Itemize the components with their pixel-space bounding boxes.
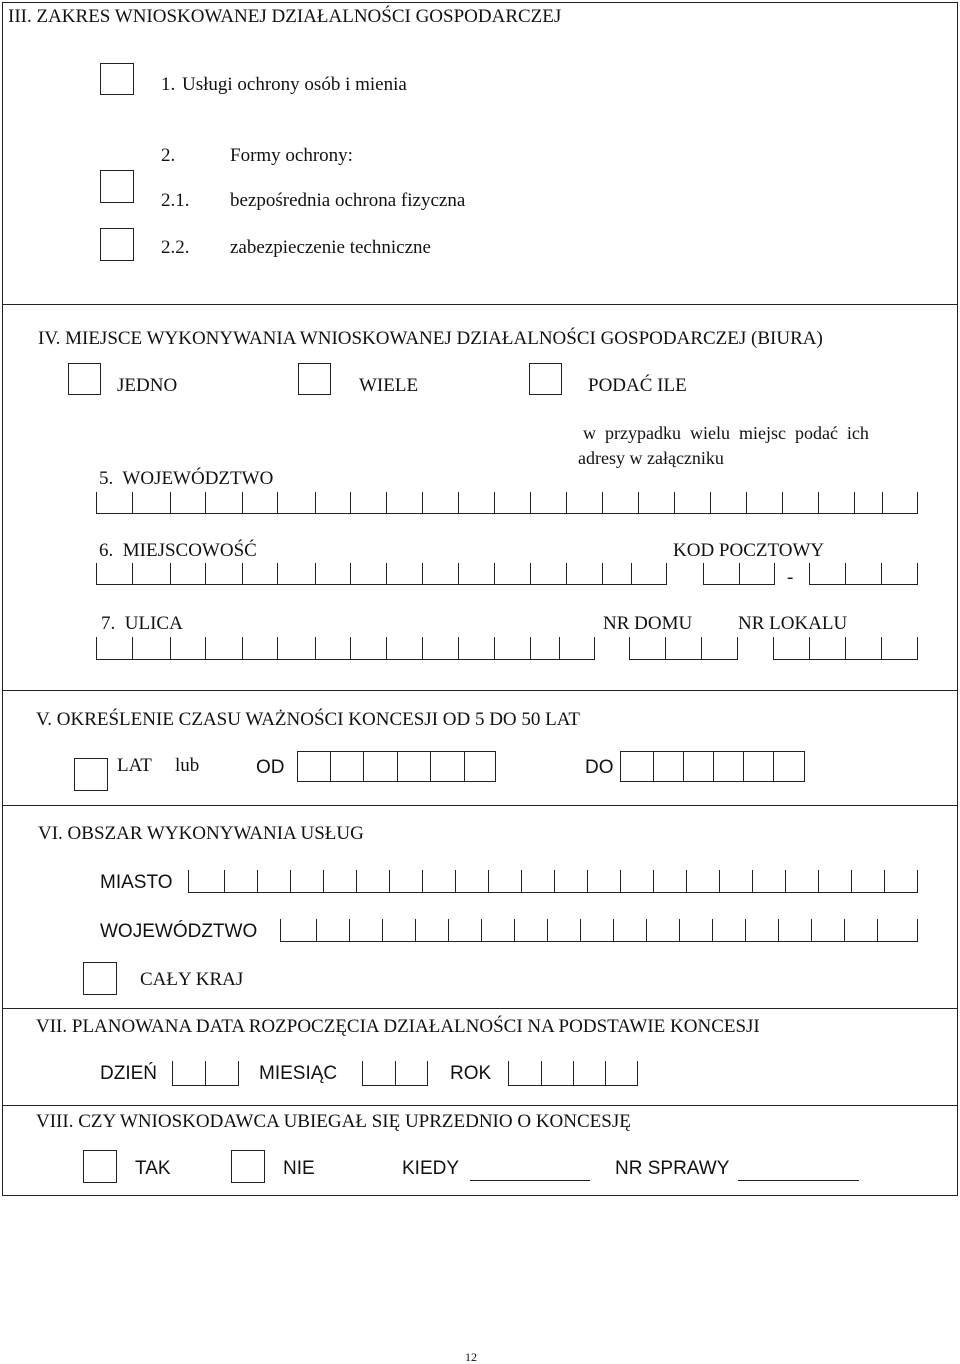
from-date-grid[interactable] [297, 751, 496, 782]
comb-tick [389, 870, 390, 892]
house-number-comb[interactable] [629, 637, 738, 660]
city-label: 6. MIEJSCOWOŚĆ [99, 540, 257, 561]
checkbox-many-offices[interactable] [298, 363, 331, 395]
to-date-grid[interactable] [620, 751, 805, 782]
item22-number: 2.2. [161, 237, 190, 258]
comb-tick [541, 1061, 542, 1085]
day-comb[interactable] [172, 1061, 239, 1086]
grid-divider [330, 752, 331, 781]
comb-tick [752, 870, 753, 892]
comb-tick [653, 870, 654, 892]
divider-section7 [2, 1008, 958, 1009]
day-label: DZIEŃ [100, 1063, 157, 1084]
years-label: LAT [117, 755, 152, 776]
comb-tick [205, 637, 206, 659]
comb-tick [844, 919, 845, 941]
grid-divider [713, 752, 714, 781]
comb-tick [481, 919, 482, 941]
comb-tick [811, 919, 812, 941]
no-label: NIE [283, 1158, 315, 1179]
comb-tick [422, 492, 423, 513]
comb-tick [587, 870, 588, 892]
section7-title: VII. PLANOWANA DATA ROZPOCZĘCIA DZIAŁALNOŚCI NA PODSTAWIE KONCESJI [36, 1016, 760, 1037]
to-label: DO [585, 757, 614, 778]
comb-tick [818, 870, 819, 892]
comb-tick [845, 637, 846, 659]
checkbox-one-office[interactable] [68, 363, 101, 395]
year-comb[interactable] [508, 1061, 638, 1086]
street-label: 7. ULICA [101, 613, 183, 634]
postal-code-comb-part2[interactable] [809, 563, 918, 585]
comb-tick [458, 563, 459, 584]
comb-tick [884, 870, 885, 892]
item21-label: bezpośrednia ochrona fizyczna [230, 190, 466, 211]
checkbox-yes[interactable] [83, 1150, 117, 1183]
comb-tick [602, 492, 603, 513]
page-number: 12 [465, 1350, 477, 1364]
comb-tick [205, 1061, 206, 1085]
comb-tick [782, 492, 783, 513]
city-comb[interactable] [96, 563, 667, 585]
comb-tick [323, 870, 324, 892]
comb-tick [455, 870, 456, 892]
comb-tick [458, 637, 459, 659]
comb-tick [605, 1061, 606, 1085]
comb-tick [224, 870, 225, 892]
comb-tick [547, 919, 548, 941]
comb-tick [242, 492, 243, 513]
comb-tick [316, 919, 317, 941]
comb-tick [488, 870, 489, 892]
grid-divider [430, 752, 431, 781]
comb-tick [530, 563, 531, 584]
comb-tick [882, 492, 883, 513]
comb-tick [877, 919, 878, 941]
grid-divider [773, 752, 774, 781]
comb-tick [205, 492, 206, 513]
from-label: OD [256, 757, 285, 778]
comb-tick [521, 870, 522, 892]
checkbox-whole-country[interactable] [83, 962, 117, 995]
divider-section5 [2, 690, 958, 691]
area-voivodeship-label: WOJEWÓDZTWO [100, 921, 258, 942]
flat-number-label: NR LOKALU [738, 613, 848, 634]
yes-label: TAK [135, 1158, 171, 1179]
comb-tick [620, 870, 621, 892]
comb-tick [665, 637, 666, 659]
comb-tick [415, 919, 416, 941]
postal-code-dash: - [787, 567, 794, 588]
comb-tick [458, 492, 459, 513]
comb-tick [356, 870, 357, 892]
comb-tick [712, 919, 713, 941]
comb-tick [854, 492, 855, 513]
when-label: KIEDY [402, 1158, 460, 1179]
item22-label: zabezpieczenie techniczne [230, 237, 431, 258]
comb-tick [580, 919, 581, 941]
case-number-label: NR SPRAWY [615, 1158, 730, 1179]
comb-tick [395, 1061, 396, 1085]
comb-tick [205, 563, 206, 584]
checkbox-no[interactable] [231, 1150, 265, 1183]
section8-title: VIII. CZY WNIOSKODAWCA UBIEGAŁ SIĘ UPRZEDNIO O KONCESJĘ [36, 1111, 631, 1132]
divider-section8 [2, 1105, 958, 1106]
option-many-label: WIELE [359, 375, 419, 396]
item1-label: Usługi ochrony osób i mienia [182, 74, 407, 95]
many-offices-note-2: adresy w załączniku [578, 448, 724, 468]
comb-tick [881, 563, 882, 584]
divider-section4 [2, 304, 958, 305]
comb-tick [785, 870, 786, 892]
comb-tick [494, 492, 495, 513]
comb-tick [881, 637, 882, 659]
comb-tick [494, 637, 495, 659]
comb-tick [422, 870, 423, 892]
grid-divider [743, 752, 744, 781]
comb-tick [494, 563, 495, 584]
comb-tick [745, 919, 746, 941]
item2-label: Formy ochrony: [230, 145, 353, 166]
comb-tick [277, 492, 278, 513]
comb-tick [845, 563, 846, 584]
grid-divider [683, 752, 684, 781]
comb-tick [386, 563, 387, 584]
comb-tick [132, 637, 133, 659]
divider-section6 [2, 805, 958, 806]
comb-tick [559, 637, 560, 659]
house-number-label: NR DOMU [603, 613, 693, 634]
comb-tick [739, 563, 740, 584]
item2-number: 2. [161, 145, 176, 166]
comb-tick [448, 919, 449, 941]
comb-tick [646, 919, 647, 941]
comb-tick [674, 492, 675, 513]
comb-tick [315, 637, 316, 659]
comb-tick [686, 870, 687, 892]
area-city-label: MIASTO [100, 872, 173, 893]
comb-tick [530, 492, 531, 513]
comb-tick [566, 492, 567, 513]
checkbox-office-count[interactable] [529, 363, 562, 395]
comb-tick [315, 492, 316, 513]
comb-tick [613, 919, 614, 941]
comb-tick [290, 870, 291, 892]
comb-tick [422, 637, 423, 659]
section6-title: VI. OBSZAR WYKONYWANIA USŁUG [38, 823, 364, 844]
item21-number: 2.1. [161, 190, 190, 211]
checkbox-technical-security[interactable] [100, 228, 134, 261]
comb-tick [710, 492, 711, 513]
comb-tick [277, 563, 278, 584]
comb-tick [554, 870, 555, 892]
checkbox-physical-protection[interactable] [100, 170, 134, 203]
street-comb[interactable] [96, 637, 595, 660]
comb-tick [132, 492, 133, 513]
case-number-input-line[interactable] [738, 1180, 859, 1181]
postal-code-label: KOD POCZTOWY [673, 540, 825, 561]
comb-tick [170, 492, 171, 513]
section3-title: III. ZAKRES WNIOSKOWANEJ DZIAŁALNOŚCI GOSPODARCZEJ [8, 6, 562, 27]
comb-tick [746, 492, 747, 513]
comb-tick [530, 637, 531, 659]
area-voivodeship-comb[interactable] [280, 919, 918, 942]
comb-tick [818, 492, 819, 513]
checkbox-personal-protection[interactable] [100, 63, 134, 95]
comb-tick [566, 563, 567, 584]
comb-tick [257, 870, 258, 892]
grid-divider [363, 752, 364, 781]
comb-tick [422, 563, 423, 584]
comb-tick [638, 492, 639, 513]
option-count-label: PODAĆ ILE [588, 375, 687, 396]
comb-tick [386, 492, 387, 513]
when-input-line[interactable] [470, 1180, 590, 1181]
section4-title: IV. MIEJSCE WYKONYWANIA WNIOSKOWANEJ DZIAŁALNOŚCI GOSPODARCZEJ (BIURA) [38, 328, 823, 349]
comb-tick [778, 919, 779, 941]
grid-divider [397, 752, 398, 781]
comb-tick [242, 563, 243, 584]
comb-tick [350, 637, 351, 659]
whole-country-label: CAŁY KRAJ [140, 969, 244, 990]
item1-number: 1. [161, 74, 176, 95]
grid-divider [653, 752, 654, 781]
voivodeship-label: 5. WOJEWÓDZTWO [99, 468, 274, 489]
or-label: lub [175, 755, 200, 776]
month-comb[interactable] [362, 1061, 428, 1086]
postal-code-comb-part1[interactable] [703, 563, 775, 585]
area-city-comb[interactable] [188, 870, 918, 893]
comb-tick [349, 919, 350, 941]
comb-tick [514, 919, 515, 941]
comb-tick [170, 563, 171, 584]
comb-tick [631, 563, 632, 584]
comb-tick [315, 563, 316, 584]
comb-tick [386, 637, 387, 659]
comb-tick [602, 563, 603, 584]
flat-number-comb[interactable] [773, 637, 918, 660]
voivodeship-comb[interactable] [96, 492, 918, 514]
comb-tick [679, 919, 680, 941]
comb-tick [170, 637, 171, 659]
comb-tick [350, 492, 351, 513]
comb-tick [573, 1061, 574, 1085]
comb-tick [382, 919, 383, 941]
comb-tick [701, 637, 702, 659]
checkbox-years[interactable] [74, 758, 108, 791]
comb-tick [809, 637, 810, 659]
comb-tick [719, 870, 720, 892]
comb-tick [242, 637, 243, 659]
many-offices-note: w przypadku wielu miejsc podać ich [583, 423, 869, 443]
grid-divider [464, 752, 465, 781]
option-one-label: JEDNO [117, 375, 178, 396]
section5-title: V. OKREŚLENIE CZASU WAŻNOŚCI KONCESJI OD 5 DO 50 LAT [36, 709, 580, 730]
month-label: MIESIĄC [259, 1063, 338, 1084]
comb-tick [132, 563, 133, 584]
comb-tick [277, 637, 278, 659]
year-label: ROK [450, 1063, 492, 1084]
comb-tick [851, 870, 852, 892]
comb-tick [350, 563, 351, 584]
